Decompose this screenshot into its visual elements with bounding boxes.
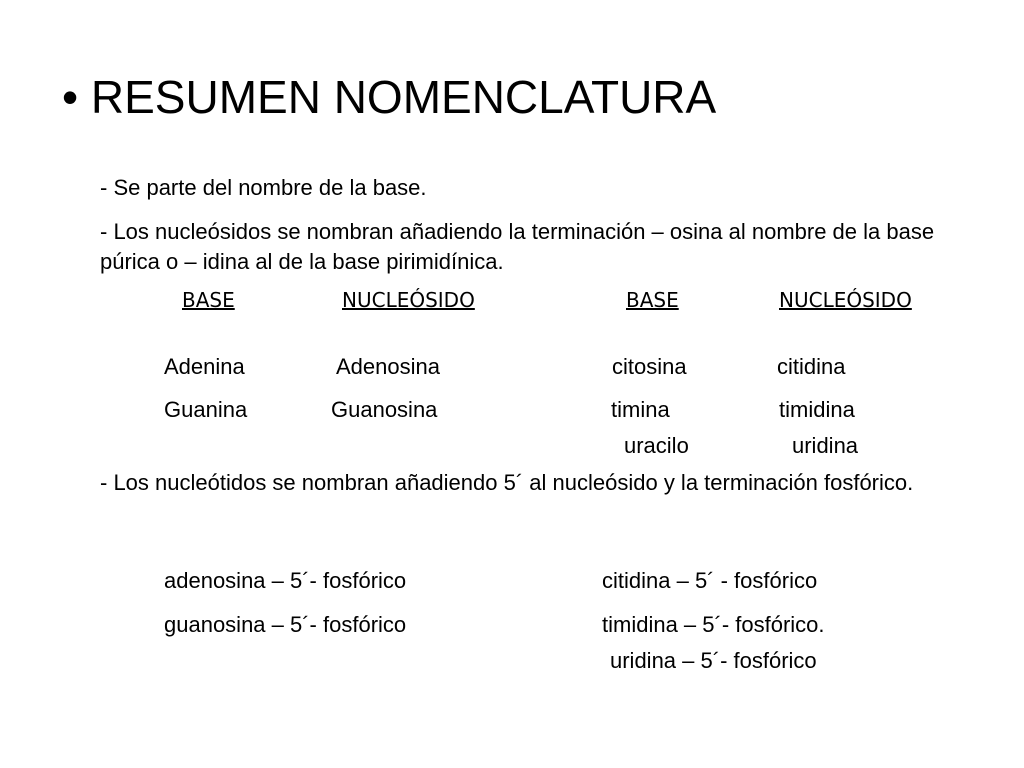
purine-base-adenine: Adenina bbox=[164, 354, 245, 379]
rule-nucleotides: - Los nucleótidos se nombran añadiendo 5´ al nucleósido y la terminación fosfórico. bbox=[100, 470, 914, 495]
pyrimidine-nucleoside-cytidine: citidina bbox=[777, 354, 846, 379]
header-base-purine: BASE bbox=[182, 288, 235, 312]
pyrimidine-base-cytosine: citosina bbox=[612, 354, 687, 379]
header-base-pyrimidine: BASE bbox=[626, 288, 679, 312]
pyrimidine-nucleoside-thymidine: timidina bbox=[779, 397, 855, 422]
nucleotide-uridine: uridina – 5´- fosfórico bbox=[610, 648, 817, 673]
nucleotide-cytidine: citidina – 5´ - fosfórico bbox=[602, 568, 818, 593]
header-nucleoside-pyrimidine: NUCLEÓSIDO bbox=[779, 288, 912, 312]
rule-nucleosides: - Los nucleósidos se nombran añadiendo la terminación – osina al nombre de la base púrica o – idina al de la base pirimidínica. bbox=[100, 219, 935, 274]
purine-base-guanine: Guanina bbox=[164, 397, 248, 422]
header-nucleoside-purine: NUCLEÓSIDO bbox=[342, 288, 475, 312]
nucleotide-guanosine: guanosina – 5´- fosfórico bbox=[164, 612, 407, 637]
pyrimidine-base-uracil: uracilo bbox=[624, 433, 689, 458]
pyrimidine-nucleoside-uridine: uridina bbox=[792, 433, 859, 458]
purine-nucleoside-guanosine: Guanosina bbox=[331, 397, 438, 422]
slide-title: • RESUMEN NOMENCLATURA bbox=[62, 71, 717, 123]
nucleotide-adenosine: adenosina – 5´- fosfórico bbox=[164, 568, 407, 593]
nucleotide-thymidine: timidina – 5´- fosfórico. bbox=[602, 612, 825, 637]
purine-nucleoside-adenosine: Adenosina bbox=[336, 354, 440, 379]
rule-base-name: - Se parte del nombre de la base. bbox=[100, 175, 427, 200]
pyrimidine-base-thymine: timina bbox=[611, 397, 670, 422]
